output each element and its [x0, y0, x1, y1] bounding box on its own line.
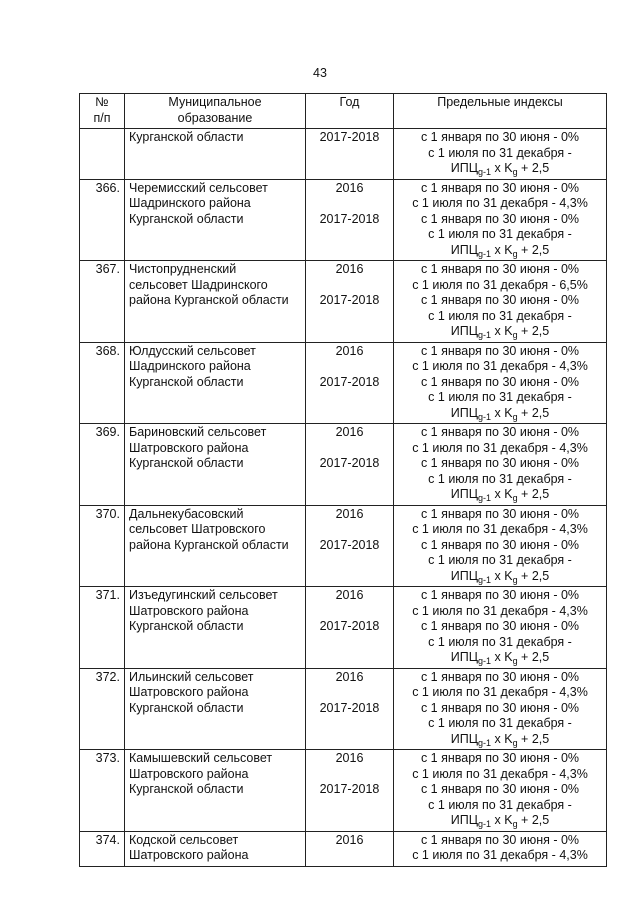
limit-index-cell [394, 831, 607, 866]
limit-line: с 1 июля по 31 декабря - [428, 390, 572, 404]
year-period-2: 2017-2018 [319, 619, 380, 633]
table-row [80, 129, 607, 180]
municipality-line: Курганской области [129, 211, 244, 226]
limit-line: с 1 января по 30 июня - 0% [420, 832, 580, 847]
formula-ipc-subscript: g-1 [478, 248, 492, 259]
municipality-cell [125, 342, 306, 424]
municipality-cell [125, 505, 306, 587]
limit-line: с 1 июля по 31 декабря - [428, 308, 572, 323]
year-period-1: 2016 [335, 588, 364, 602]
year-cell [306, 342, 394, 424]
municipality-line: Курганской области [129, 700, 244, 715]
municipality-line: района Курганской области [129, 293, 289, 307]
limit-line: с 1 июля по 31 декабря - [428, 634, 572, 649]
formula-times-k: x K [491, 568, 513, 583]
limit-index-cell [394, 750, 607, 832]
formula-ipc-subscript: g-1 [478, 167, 492, 177]
municipality-cell [125, 587, 306, 669]
limit-formula [398, 813, 602, 829]
row-number: 368. [80, 342, 125, 424]
header-municipality-line-1: Муниципальное [168, 95, 262, 109]
municipality-cell [125, 750, 306, 832]
table-row [80, 261, 607, 343]
municipality-cell [125, 668, 306, 750]
formula-tail: + 2,5 [517, 731, 550, 746]
formula-k-subscript: g [512, 248, 518, 259]
limit-formula [398, 161, 602, 177]
formula-tail: + 2,5 [517, 161, 550, 175]
municipality-line: Юлдусский сельсовет [129, 343, 256, 358]
formula-ipc: ИПЦ [450, 650, 478, 664]
formula-ipc-subscript: g-1 [478, 737, 492, 748]
year-period-2: 2017-2018 [319, 293, 380, 307]
limit-line: с 1 января по 30 июня - 0% [420, 669, 580, 684]
limit-line: с 1 января по 30 июня - 0% [420, 537, 580, 552]
formula-k-subscript: g [512, 737, 518, 748]
limit-line: с 1 июля по 31 декабря - 6,5% [412, 277, 588, 292]
year-period-2: 2017-2018 [319, 700, 380, 715]
formula-k-subscript: g [512, 330, 518, 340]
year-period-2: 2017-2018 [319, 374, 380, 389]
limit-line: с 1 июля по 31 декабря - [428, 471, 572, 486]
limit-line: с 1 июля по 31 декабря - 4,3% [412, 359, 588, 373]
limit-line: с 1 января по 30 июня - 0% [420, 130, 580, 144]
formula-tail: + 2,5 [517, 324, 550, 338]
formula-ipc: ИПЦ [450, 487, 478, 501]
municipality-line: Шатровского района [129, 848, 249, 862]
year-period-2: 2017-2018 [319, 537, 380, 552]
limit-line: с 1 января по 30 июня - 0% [420, 343, 580, 358]
formula-times-k: x K [491, 161, 513, 175]
limit-line: с 1 июля по 31 декабря - [428, 797, 572, 812]
municipality-line: района Курганской области [129, 537, 289, 552]
limit-line: с 1 января по 30 июня - 0% [420, 211, 580, 226]
limit-index-cell [394, 587, 607, 669]
formula-k-subscript: g [512, 656, 518, 666]
formula-times-k: x K [491, 242, 513, 257]
formula-k-subscript: g [512, 819, 518, 829]
page-number: 43 [313, 66, 327, 80]
row-number: 372. [80, 668, 125, 750]
limit-line: с 1 января по 30 июня - 0% [420, 782, 580, 796]
municipality-line: Шатровского района [129, 766, 249, 781]
formula-ipc: ИПЦ [450, 731, 478, 746]
municipality-line: Шатровского района [129, 603, 249, 618]
limit-index-cell [394, 129, 607, 180]
municipality-line: Дальнекубасовский [129, 506, 244, 521]
year-cell [306, 668, 394, 750]
limit-line: с 1 января по 30 июня - 0% [420, 456, 580, 470]
municipality-cell [125, 831, 306, 866]
header-num-line-1: № [95, 95, 109, 109]
header-municipality [125, 94, 306, 129]
formula-ipc: ИПЦ [450, 324, 478, 338]
row-number: 374. [80, 831, 125, 866]
year-period-1: 2016 [335, 343, 364, 358]
table-row [80, 831, 607, 866]
formula-times-k: x K [491, 813, 513, 827]
row-number: 370. [80, 505, 125, 587]
limit-index-cell [394, 424, 607, 506]
row-number: 366. [80, 179, 125, 261]
limit-line: с 1 января по 30 июня - 0% [420, 425, 580, 439]
limit-line: с 1 июля по 31 декабря - 4,3% [412, 440, 588, 455]
municipality-line: Шатровского района [129, 685, 249, 699]
limit-formula [398, 243, 602, 259]
formula-k-subscript: g [512, 493, 518, 503]
limit-line: с 1 января по 30 июня - 0% [420, 262, 580, 276]
limit-formula [398, 569, 602, 585]
formula-ipc: ИПЦ [450, 405, 478, 420]
limit-line: с 1 июля по 31 декабря - [428, 145, 572, 160]
limit-line: с 1 июля по 31 декабря - 4,3% [412, 685, 588, 699]
formula-tail: + 2,5 [517, 813, 550, 827]
limit-line: с 1 июля по 31 декабря - 4,3% [412, 848, 588, 862]
municipality-line: Ильинский сельсовет [129, 669, 254, 684]
row-number [80, 129, 125, 180]
formula-ipc-subscript: g-1 [478, 819, 492, 829]
year-period-1: 2017-2018 [319, 130, 380, 144]
municipality-cell [125, 261, 306, 343]
formula-k-subscript: g [512, 167, 518, 177]
year-period-1: 2016 [335, 832, 364, 847]
formula-ipc-subscript: g-1 [478, 330, 492, 340]
limit-formula [398, 732, 602, 748]
formula-times-k: x K [491, 487, 513, 501]
limit-line: с 1 июля по 31 декабря - 4,3% [412, 522, 588, 536]
year-cell [306, 179, 394, 261]
municipality-line: Черемисский сельсовет [129, 180, 268, 195]
formula-tail: + 2,5 [517, 650, 550, 664]
formula-k-subscript: g [512, 411, 518, 422]
limit-index-cell [394, 261, 607, 343]
year-cell [306, 424, 394, 506]
year-period-2: 2017-2018 [319, 782, 380, 796]
header-num-line-2: п/п [93, 110, 111, 125]
municipality-line: Изъедугинский сельсовет [129, 588, 278, 602]
municipality-line: Курганской области [129, 456, 244, 470]
formula-ipc-subscript: g-1 [478, 574, 492, 585]
formula-tail: + 2,5 [517, 405, 550, 420]
limit-index-cell [394, 505, 607, 587]
municipality-cell [125, 129, 306, 180]
limit-line: с 1 января по 30 июня - 0% [420, 374, 580, 389]
limit-line: с 1 января по 30 июня - 0% [420, 700, 580, 715]
table-row [80, 587, 607, 669]
limit-index-cell [394, 668, 607, 750]
year-period-1: 2016 [335, 506, 364, 521]
formula-ipc-subscript: g-1 [478, 656, 492, 666]
limit-line: с 1 января по 30 июня - 0% [420, 619, 580, 633]
municipality-line: Шадринского района [129, 359, 251, 373]
municipality-cell [125, 424, 306, 506]
table-header-row [80, 94, 607, 129]
year-cell [306, 261, 394, 343]
table-row [80, 424, 607, 506]
formula-ipc: ИПЦ [450, 813, 478, 827]
year-cell [306, 750, 394, 832]
limit-index-cell [394, 342, 607, 424]
municipality-line: Шатровского района [129, 440, 249, 455]
row-number: 369. [80, 424, 125, 506]
table-row [80, 750, 607, 832]
header-limits [394, 94, 607, 129]
year-period-1: 2016 [335, 262, 364, 276]
limit-line: с 1 января по 30 июня - 0% [420, 588, 580, 602]
formula-ipc-subscript: g-1 [478, 493, 492, 503]
formula-tail: + 2,5 [517, 487, 550, 501]
table-body [80, 129, 607, 867]
limit-formula [398, 650, 602, 666]
table-row [80, 668, 607, 750]
limit-line: с 1 января по 30 июня - 0% [420, 751, 580, 765]
year-period-1: 2016 [335, 180, 364, 195]
limit-formula [398, 487, 602, 503]
municipality-line: Курганской области [129, 130, 244, 144]
limit-line: с 1 июля по 31 декабря - 4,3% [412, 196, 588, 210]
limit-line: с 1 июля по 31 декабря - [428, 227, 572, 241]
year-period-2: 2017-2018 [319, 456, 380, 470]
year-cell [306, 129, 394, 180]
table-row [80, 342, 607, 424]
row-number: 367. [80, 261, 125, 343]
header-year-line-1: Год [339, 95, 360, 109]
limit-line: с 1 января по 30 июня - 0% [420, 506, 580, 521]
row-number: 373. [80, 750, 125, 832]
row-number: 371. [80, 587, 125, 669]
municipality-line: Курганской области [129, 619, 244, 633]
year-cell [306, 831, 394, 866]
municipality-line: Чистопрудненский [129, 262, 237, 276]
limit-line: с 1 января по 30 июня - 0% [420, 293, 580, 307]
header-municipality-line-2: образование [177, 110, 253, 125]
year-cell [306, 587, 394, 669]
formula-tail: + 2,5 [517, 242, 550, 257]
municipality-line: Шадринского района [129, 196, 251, 210]
limit-line: с 1 июля по 31 декабря - [428, 716, 572, 730]
table-row [80, 505, 607, 587]
year-period-1: 2016 [335, 751, 364, 765]
formula-ipc: ИПЦ [450, 568, 478, 583]
municipality-line: сельсовет Шадринского [129, 277, 268, 292]
year-period-1: 2016 [335, 669, 364, 684]
formula-tail: + 2,5 [517, 568, 550, 583]
header-year [306, 94, 394, 129]
limit-index-table [79, 93, 607, 867]
municipality-cell [125, 179, 306, 261]
formula-ipc-subscript: g-1 [478, 411, 492, 422]
formula-times-k: x K [491, 731, 513, 746]
year-cell [306, 505, 394, 587]
year-period-2: 2017-2018 [319, 211, 380, 226]
formula-times-k: x K [491, 405, 513, 420]
header-limits-line-1: Предельные индексы [437, 95, 563, 109]
header-num [80, 94, 125, 129]
limit-line: с 1 января по 30 июня - 0% [420, 180, 580, 195]
formula-k-subscript: g [512, 574, 518, 585]
formula-ipc: ИПЦ [450, 242, 478, 257]
limit-formula [398, 324, 602, 340]
municipality-line: сельсовет Шатровского [129, 522, 266, 536]
limit-line: с 1 июля по 31 декабря - 4,3% [412, 603, 588, 618]
formula-ipc: ИПЦ [450, 161, 478, 175]
table-row [80, 179, 607, 261]
municipality-line: Кодской сельсовет [129, 832, 239, 847]
formula-times-k: x K [491, 650, 513, 664]
limit-line: с 1 июля по 31 декабря - 4,3% [412, 766, 588, 781]
year-period-1: 2016 [335, 425, 364, 439]
limit-line: с 1 июля по 31 декабря - [428, 553, 572, 567]
limit-index-cell [394, 179, 607, 261]
municipality-line: Курганской области [129, 374, 244, 389]
municipality-line: Бариновский сельсовет [129, 425, 267, 439]
municipality-line: Курганской области [129, 782, 244, 796]
limit-formula [398, 406, 602, 422]
formula-times-k: x K [491, 324, 513, 338]
municipality-line: Камышевский сельсовет [129, 751, 273, 765]
